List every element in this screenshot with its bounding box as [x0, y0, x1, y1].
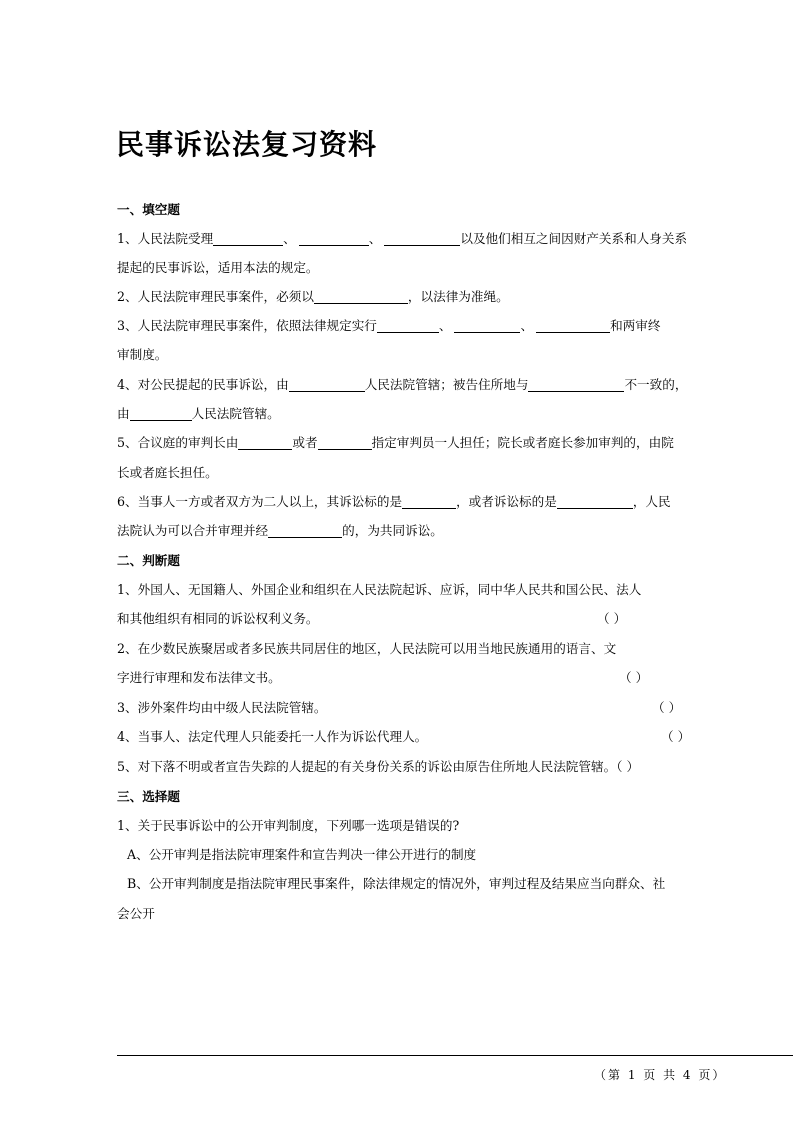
question-text: 以及他们相互之间因财产关系和人身关系: [460, 231, 688, 246]
page-number-indicator: （第 1 页 共 4 页）: [594, 1068, 727, 1082]
answer-parentheses[interactable]: （ ）: [597, 611, 627, 626]
answer-blank[interactable]: [130, 406, 192, 421]
answer-blank[interactable]: [384, 231, 460, 246]
separator: 、: [438, 318, 452, 333]
answer-blank[interactable]: [536, 318, 610, 333]
answer-parentheses[interactable]: （ ）: [661, 729, 691, 744]
fill-blank-question-4: [117, 375, 687, 395]
question-text: 人民法院管辖；被告住所地与: [364, 377, 529, 392]
question-text: 5、合议庭的审判长由: [117, 435, 239, 450]
fill-blank-question-5-cont: 长或者庭长担任。: [117, 465, 218, 480]
true-false-question-3: 3、涉外案件均由中级人民法院管辖。: [117, 700, 327, 715]
fill-blank-question-5: [117, 433, 674, 453]
multiple-choice-question-1: 1、关于民事诉讼中的公开审判制度，下列哪一选项是错误的?: [117, 818, 460, 833]
question-text: ，人民: [632, 494, 671, 509]
document-title: 民事诉讼法复习资料: [116, 128, 378, 161]
answer-blank[interactable]: [377, 318, 439, 333]
answer-parentheses[interactable]: （ ）: [619, 670, 649, 685]
question-text: 法院认为可以合并审理并经: [117, 523, 269, 538]
answer-blank[interactable]: [318, 435, 372, 450]
fill-blank-question-3-cont: 审制度。: [117, 347, 168, 362]
question-text: 不一致的，: [624, 377, 688, 392]
question-text: 的，为共同诉讼。: [342, 523, 443, 538]
true-false-question-1-cont: 和其他组织有相同的诉讼权利义务。: [117, 611, 319, 626]
section-heading-true-false: 二、判断题: [117, 553, 180, 568]
fill-blank-question-6-cont: [117, 521, 443, 541]
answer-blank[interactable]: [289, 377, 365, 392]
true-false-question-2-cont: 字进行审理和发布法律文书。: [117, 670, 281, 685]
choice-option-b-cont: 会公开: [117, 906, 155, 921]
question-text: 4、对公民提起的民事诉讼，由: [117, 377, 289, 392]
answer-blank[interactable]: [268, 523, 342, 538]
choice-option-a[interactable]: A、公开审判是指法院审理案件和宣告判决一律公开进行的制度: [127, 847, 477, 862]
question-text: 指定审判员一人担任；院长或者庭长参加审判的，由院: [371, 435, 674, 450]
answer-blank[interactable]: [557, 494, 633, 509]
answer-blank[interactable]: [528, 377, 624, 392]
footer-divider: [117, 1055, 793, 1056]
answer-parentheses[interactable]: （ ）: [616, 759, 640, 774]
fill-blank-question-2: [117, 287, 509, 307]
question-text: ，或者诉讼标的是: [456, 494, 557, 509]
section-heading-fill-blank: 一、填空题: [117, 202, 180, 217]
question-text: 3、人民法院审理民事案件，依照法律规定实行: [117, 318, 377, 333]
answer-parentheses[interactable]: （ ）: [652, 700, 682, 715]
answer-blank[interactable]: [238, 435, 292, 450]
answer-blank[interactable]: [213, 231, 283, 246]
answer-blank[interactable]: [454, 318, 520, 333]
fill-blank-question-3: [117, 316, 660, 336]
choice-option-b[interactable]: B、公开审判制度是指法院审理民事案件，除法律规定的情况外，审判过程及结果应当向群众、社: [127, 876, 666, 891]
fill-blank-question-1-cont: 提起的民事诉讼，适用本法的规定。: [117, 260, 319, 275]
true-false-question-4: 4、当事人、法定代理人只能委托一人作为诉讼代理人。: [117, 729, 428, 744]
question-text: ，以法律为准绳。: [407, 289, 509, 304]
question-text: 6、当事人一方或者双方为二人以上，其诉讼标的是: [117, 494, 403, 509]
question-text: 或者: [292, 435, 318, 450]
separator: 、: [368, 231, 382, 246]
fill-blank-question-1: [117, 229, 687, 249]
fill-blank-question-4-cont: [117, 404, 280, 424]
section-heading-multiple-choice: 三、选择题: [117, 789, 180, 804]
question-text: 5、对下落不明或者宣告失踪的人提起的有关身份关系的诉讼由原告住所地人民法院管辖。: [117, 759, 617, 774]
question-text: 和两审终: [610, 318, 661, 333]
answer-blank[interactable]: [402, 494, 456, 509]
question-text: 1、人民法院受理: [117, 231, 214, 246]
question-text: 人民法院管辖。: [191, 406, 280, 421]
answer-blank[interactable]: [314, 289, 408, 304]
fill-blank-question-6: [117, 492, 671, 512]
question-text: 由: [117, 406, 130, 421]
separator: 、: [520, 318, 534, 333]
question-text: 2、人民法院审理民事案件，必须以: [117, 289, 314, 304]
true-false-question-2: 2、在少数民族聚居或者多民族共同居住的地区，人民法院可以用当地民族通用的语言、文: [117, 641, 617, 656]
true-false-question-5: [117, 757, 639, 777]
true-false-question-1: 1、外国人、无国籍人、外国企业和组织在人民法院起诉、应诉，同中华人民共和国公民、法人: [117, 582, 642, 597]
separator: 、: [283, 231, 296, 246]
answer-blank[interactable]: [299, 231, 369, 246]
